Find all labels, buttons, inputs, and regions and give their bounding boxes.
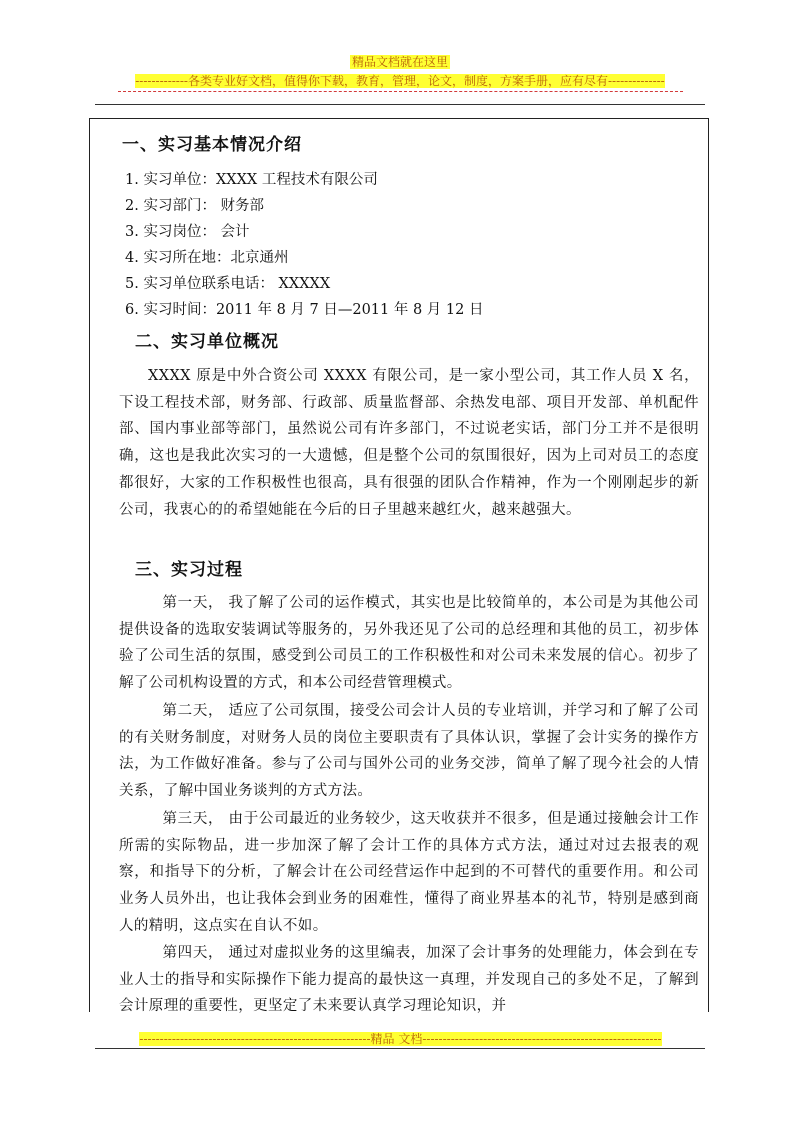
header-title: 精品文档就在这里: [351, 55, 448, 69]
company-overview-paragraph: XXXX 原是中外合资公司 XXXX 有限公司，是一家小型公司，其工作人员 X 名，下设工程技术部，财务部、行政部、质量监督部、余热发电部、项目开发部、单机配件部、国内事业部等部门，虽然说公司有许多部门，不过说老实话，部门分工并不是很明确，这也是我此次实习的一大遗憾，但是整个公司的氛围很好，因为上司对员工的态度都很好，大家的工作积极性也很高，具有很强的团队合作精神，作为一个刚刚起步的新公司，我衷心的的希望她能在今后的日子里越来越红火，越来越强大。: [119, 368, 699, 518]
process-paragraph-day2: 第二天， 适应了公司氛围，接受公司会计人员的专业培训，并学习和了解了公司的有关财务制度，对财务人员的岗位主要职责有了具体认识，掌握了会计实务的操作方法，为工作做好准备。参与了公司与国外公司的业务交涉，简单了解了现今社会的人情关系，了解中国业务谈判的方式方法。: [119, 703, 699, 800]
info-item-phone: 5. 实习单位联系电话： XXXXX: [125, 276, 331, 292]
info-item-unit: 1. 实习单位：XXXX 工程技术有限公司: [125, 172, 378, 188]
info-item-location: 4. 实习所在地：北京通州: [125, 250, 289, 266]
info-item-period: 6. 实习时间：2011 年 8 月 7 日—2011 年 8 月 12 日: [125, 302, 484, 318]
process-paragraph-day4: 第四天， 通过对虚拟业务的这里编表，加深了会计事务的处理能力，体会到在专业人士的指导和实际操作下能力提高的最快这一真理，并发现自己的多处不足，了解到会计原理的重要性，更坚定了未来要认真学习理论知识，并: [119, 945, 699, 1015]
footer-banner: ---------------------------------------------------------精品 文档-----------------------------------------------------------: [139, 1032, 662, 1046]
section-title-internship-process: 三、实习过程: [135, 560, 243, 580]
section-title-basic-info: 一、实习基本情况介绍: [122, 135, 302, 155]
info-item-position: 3. 实习岗位： 会计: [125, 224, 250, 240]
process-paragraph-day3: 第三天， 由于公司最近的业务较少，这天收获并不很多，但是通过接触会计工作所需的实际物品，进一步加深了解了会计工作的具体方式方法，通过对过去报表的观察，和指导下的分析，了解会计在公司经营运作中起到的不可替代的重要作用。和公司业务人员外出，也让我体会到业务的困难性，懂得了商业界基本的礼节，特别是感到商人的精明，这点实在自认不如。: [119, 811, 699, 934]
section-title-company-overview: 二、实习单位概况: [135, 332, 279, 352]
header-rule: [95, 104, 705, 105]
header-subtitle: -------------各类专业好文档，值得你下载，教育，管理，论文，制度，方案手册，应有尽有--------------: [135, 74, 665, 88]
footer-rule: [95, 1048, 705, 1049]
header-dashed-divider: [118, 91, 683, 92]
info-item-department: 2. 实习部门： 财务部: [125, 198, 265, 214]
process-paragraph-day1: 第一天， 我了解了公司的运作模式，其实也是比较简单的，本公司是为其他公司提供设备的选取安装调试等服务的，另外我还见了公司的总经理和其他的员工，初步体验了公司生活的氛围，感受到公司员工的工作积极性和对公司未来发展的信心。初步了解了公司机构设置的方式，和本公司经营管理模式。: [119, 595, 699, 692]
